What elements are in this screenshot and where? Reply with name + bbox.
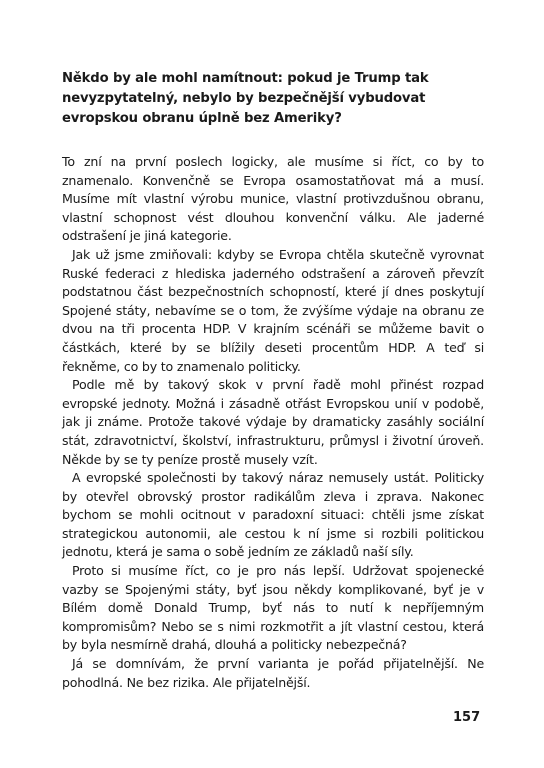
page-content bbox=[62, 69, 484, 692]
question-heading: Někdo by ale mohl namítnout: pokud je Trump tak nevyzpytatelný, nebylo by bezpečnější vybudovat evropskou obranu úplně bez Ameriky? bbox=[62, 71, 429, 126]
page-number: 157 bbox=[453, 710, 481, 725]
body-text bbox=[62, 153, 484, 692]
paragraph: Já se domnívám, že první varianta je pořád přijatelnější. Ne pohodlná. Ne bez rizika. Ale přijatelnější. bbox=[62, 656, 484, 690]
paragraph: Podle mě by takový skok v první řadě mohl přinést rozpad evropské jednoty. Možná i zásadně otřást Evropskou unií v podobě, jak ji známe. Protože takové výdaje by dramaticky zasáhly sociální stát, zdravotnictví, školství, infrastrukturu, průmysl i životní úroveň. Někde by se ty peníze prostě musely vzít. bbox=[62, 377, 484, 467]
paragraph: Proto si musíme říct, co je pro nás lepší. Udržovat spojenecké vazby se Spojenými státy, byť jsou někdy komplikované, byť je v Bílém domě Donald Trump, byť nás to nutí k nepříjemným kompromisům? Nebo se s nimi rozkmotřit a jít vlastní cestou, která by byla nesmírně drahá, dlouhá a politicky nebezpečná? bbox=[62, 563, 484, 653]
paragraph: To zní na první poslech logicky, ale musíme si říct, co by to znamenalo. Konvenčně se Evropa osamostatňovat má a musí. Musíme mít vlastní výrobu munice, vlastní protivzdušnou obranu, vlastní schopnost vést dlouhou konvenční válku. Ale jaderné odstrašení je jiná kategorie. bbox=[62, 154, 484, 244]
paragraph: A evropské společnosti by takový náraz nemusely ustát. Politicky by otevřel obrovský prostor radikálům zleva i zprava. Nakonec bychom se mohli ocitnout v paradoxní situaci: chtěli jsme získat strategickou autonomii, ale cestou k ní jsme si rozbili politickou jednotu, která je sama o sobě jedním ze základů naší síly. bbox=[62, 470, 484, 560]
paragraph: Jak už jsme zmiňovali: kdyby se Evropa chtěla skutečně vyrovnat Ruské federaci z hlediska jaderného odstrašení a zároveň převzít podstatnou část bezpečnostních schopností, které jí dnes poskytují Spojené státy, nebavíme se o tom, že zvýšíme výdaje na obranu ze dvou na tři procenta HDP. V krajním scénáři se můžeme bavit o částkách, které by se blížily deseti procentům HDP. A teď si řekněme, co by to znamenalo politicky. bbox=[62, 246, 484, 374]
